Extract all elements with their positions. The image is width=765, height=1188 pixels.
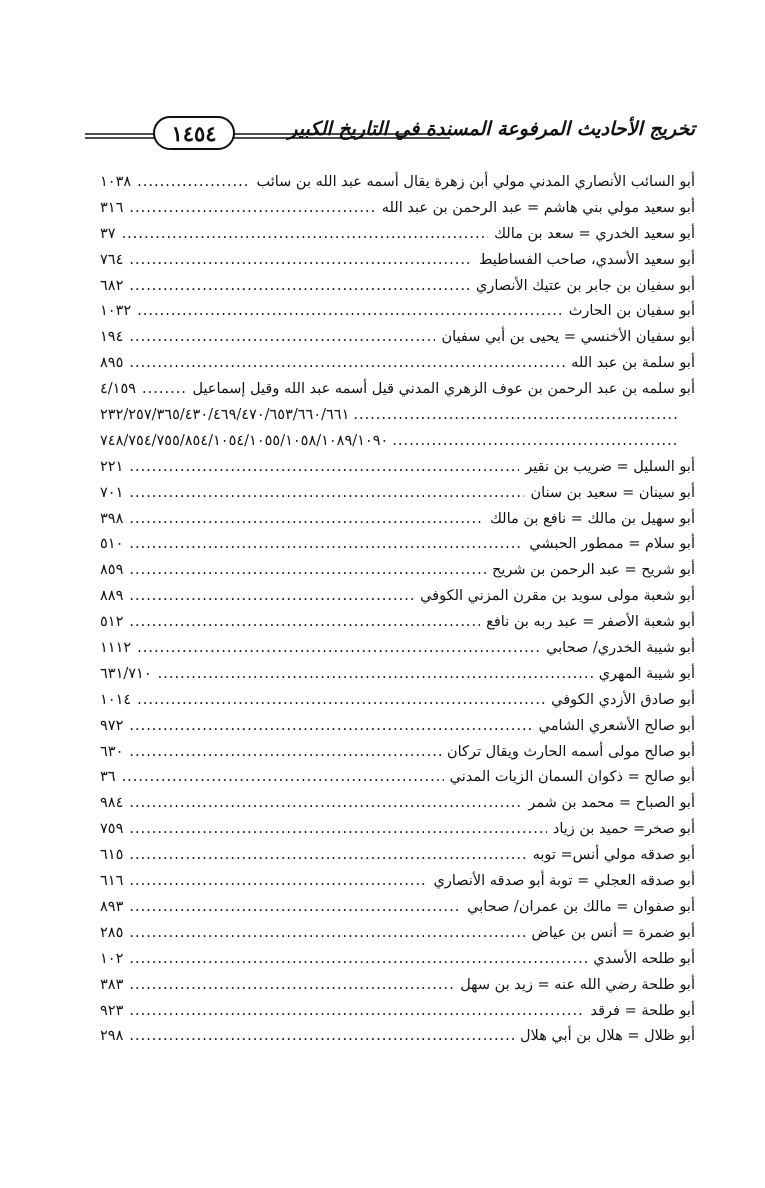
index-entry — [100, 921, 695, 947]
entry-name: أبو سفيان بن الحارث — [568, 303, 695, 320]
leader-dots — [129, 455, 519, 481]
leader-dots — [129, 610, 480, 636]
index-entry — [100, 455, 695, 481]
entry-page-refs: ٨٥٩ — [100, 562, 124, 579]
entry-name: أبو طلحة = فرقد — [590, 1002, 695, 1019]
index-entry — [100, 532, 695, 558]
entry-name: أبو ظلال = هلال بن أبي هلال — [520, 1028, 695, 1045]
page-header — [85, 112, 695, 158]
entry-name: أبو سعيد مولي بني هاشم = عبد الرحمن بن عبد الله — [381, 199, 695, 216]
leader-dots — [129, 921, 525, 947]
entry-page-refs: ٣١٦ — [100, 199, 124, 216]
entry-page-refs: ٤/١٥٩ — [100, 381, 137, 398]
entry-page-refs: ٣٨٣ — [100, 976, 124, 993]
entry-page-refs: ٢٩٨ — [100, 1028, 124, 1045]
leader-dots — [122, 765, 444, 791]
entry-page-refs: ١٠٣٨ — [100, 174, 132, 190]
entry-name: أبو سعيد الأسدي، صاحب الفساطيط — [479, 251, 695, 268]
index-entry — [100, 895, 695, 921]
entry-name: أبو الصباح = محمد بن شمر — [528, 795, 695, 812]
index-entry — [100, 481, 695, 507]
entry-page-refs: ٥١٠ — [100, 536, 124, 553]
entry-page-refs: ٩٨٤ — [100, 795, 124, 812]
leader-dots — [129, 895, 461, 921]
entry-name: أبو طلحة رضي الله عنه = زيد بن سهل — [460, 976, 695, 993]
index-entry — [100, 1024, 695, 1050]
index-entry — [100, 377, 695, 403]
entry-name: أبو طلحه الأسدي — [593, 950, 695, 967]
index-entry — [100, 714, 695, 740]
entry-name: أبو سينان = سعيد بن سنان — [530, 484, 695, 501]
leader-dots — [129, 481, 524, 507]
index-entries-list — [100, 170, 695, 1050]
entry-page-refs: ٧٠١ — [100, 484, 124, 501]
leader-dots — [129, 843, 526, 869]
index-entry — [100, 170, 695, 196]
leader-dots — [129, 196, 375, 222]
leader-dots — [158, 662, 593, 688]
entry-name: أبو صفوان = مالك بن عمران/ صحابي — [467, 898, 695, 915]
index-entry — [100, 507, 695, 533]
leader-dots — [137, 170, 250, 196]
leader-dots — [137, 688, 545, 714]
entry-name: أبو صالح الأشعري الشامي — [538, 717, 695, 734]
entry-name: أبو صالح = ذكوان السمان الزيات المدني — [449, 769, 695, 786]
leader-dots — [353, 403, 677, 429]
index-entry — [100, 843, 695, 869]
index-entry — [100, 248, 695, 274]
entry-name: أبو سلام = ممطور الحبشي — [529, 536, 695, 553]
entry-name: أبو صدقه مولي أنس= توبه — [532, 847, 695, 864]
index-entry — [100, 584, 695, 610]
entry-name: أبو سفيان الأخنسي = يحيى بن أبي سفيان — [441, 329, 695, 346]
entry-page-refs: ١٠٣٢ — [100, 303, 132, 320]
entry-name: أبو سعيد الخدري = سعد بن مالك — [494, 225, 695, 242]
entry-page-refs: ١٠٢ — [100, 950, 124, 967]
entry-page-refs: ٣٩٨ — [100, 510, 124, 527]
leader-dots — [129, 248, 473, 274]
index-entry — [100, 636, 695, 662]
entry-page-refs: ٨٩٣ — [100, 898, 124, 915]
page-number-badge — [153, 116, 235, 150]
entry-name: أبو السليل = ضريب بن نقير — [525, 458, 695, 475]
leader-dots — [129, 1024, 514, 1050]
leader-dots — [129, 973, 454, 999]
leader-dots — [137, 636, 540, 662]
index-entry — [100, 558, 695, 584]
entry-page-refs: ١٠١٤ — [100, 691, 132, 708]
index-entry — [100, 688, 695, 714]
entry-page-refs: ٦١٥ — [100, 847, 124, 864]
entry-page-refs: ٢٣٢/٢٥٧/٣٦٥/٤٣٠/٤٦٩/٤٧٠/٦٥٣/٦٦٠/٦٦١ — [100, 407, 350, 424]
entry-page-refs: ١٩٤ — [100, 329, 124, 346]
entry-name: أبو صدقه العجلي = توبة أبو صدقه الأنصاري — [433, 873, 695, 890]
entry-name: أبو السائب الأنصاري المدني مولي أبن زهرة يقال أسمه عبد الله بن سائب — [256, 174, 695, 190]
index-entry — [100, 325, 695, 351]
entry-name: أبو شعبة مولى سويد بن مقرن المزني الكوفي — [420, 588, 695, 605]
entry-page-refs: ٦٣١/٧١٠ — [100, 665, 152, 682]
entry-name: أبو ضمرة = أنس بن عياض — [531, 924, 695, 941]
leader-dots — [129, 507, 484, 533]
leader-dots — [129, 532, 523, 558]
entry-page-refs: ٦١٦ — [100, 873, 124, 890]
index-entry — [100, 196, 695, 222]
entry-page-refs: ٣٦ — [100, 769, 116, 786]
entry-page-refs: ٢٨٥ — [100, 924, 124, 941]
index-entry-continuation — [100, 429, 695, 455]
leader-dots — [392, 429, 677, 455]
entry-page-refs: ٧٦٤ — [100, 251, 124, 268]
index-entry — [100, 791, 695, 817]
entry-page-refs: ٩٧٢ — [100, 717, 124, 734]
leader-dots — [129, 740, 441, 766]
entry-name: أبو شيبة الخدري/ صحابي — [546, 640, 695, 657]
entry-page-refs: ٨٨٩ — [100, 588, 124, 605]
leader-dots — [129, 558, 486, 584]
leader-dots — [129, 947, 587, 973]
entry-name: أبو صادق الأزدي الكوفي — [551, 691, 695, 708]
index-entry — [100, 817, 695, 843]
leader-dots — [129, 325, 435, 351]
entry-name: أبو شيبة المهري — [598, 665, 695, 682]
leader-dots — [142, 377, 186, 403]
entry-page-refs: ٨٩٥ — [100, 355, 124, 372]
entry-name: أبو سهيل بن مالك = نافع بن مالك — [489, 510, 695, 527]
entry-name: أبو سلمه بن عبد الرحمن بن عوف الزهري المدني قيل أسمه عبد الله وقيل إسماعيل — [192, 381, 695, 398]
entry-page-refs: ٢٢١ — [100, 458, 124, 475]
entry-name: أبو صالح مولى أسمه الحارث ويقال تركان — [446, 743, 695, 760]
leader-dots — [137, 299, 563, 325]
entry-page-refs: ٣٧ — [100, 225, 116, 242]
entry-name: أبو شعبة الأصفر = عبد ربه بن نافع — [486, 614, 695, 631]
entry-name: أبو صخر= حميد بن زياد — [552, 821, 695, 838]
index-entry — [100, 740, 695, 766]
entry-page-refs: ٦٨٢ — [100, 277, 124, 294]
entry-page-refs: ٦٣٠ — [100, 743, 124, 760]
leader-dots — [129, 869, 427, 895]
index-entry — [100, 947, 695, 973]
leader-dots — [129, 714, 532, 740]
entry-name: أبو سفيان بن جابر بن عتيك الأنصاري — [475, 277, 695, 294]
entry-page-refs: ٧٤٨/٧٥٤/٧٥٥/٨٥٤/١٠٥٤/١٠٥٥/١٠٥٨/١٠٨٩/١٠٩٠ — [100, 432, 389, 449]
leader-dots — [129, 274, 470, 300]
entry-page-refs: ٥١٢ — [100, 614, 124, 631]
entry-page-refs: ١١١٢ — [100, 640, 132, 657]
index-entry — [100, 765, 695, 791]
leader-dots — [129, 791, 522, 817]
index-entry — [100, 869, 695, 895]
leader-dots — [129, 351, 565, 377]
running-title: تخريج الأحاديث المرفوعة المسندة في التاريخ الكبير — [288, 118, 695, 140]
index-entry — [100, 222, 695, 248]
index-entry-continuation — [100, 403, 695, 429]
page-number: ١٤٥٤ — [171, 120, 217, 146]
index-entry — [100, 351, 695, 377]
leader-dots — [129, 999, 584, 1025]
index-entry — [100, 999, 695, 1025]
index-entry — [100, 662, 695, 688]
leader-dots — [122, 222, 489, 248]
entry-name: أبو شريح = عبد الرحمن بن شريح — [492, 562, 695, 579]
entry-page-refs: ٩٢٣ — [100, 1002, 124, 1019]
leader-dots — [129, 817, 546, 843]
index-entry — [100, 299, 695, 325]
index-entry — [100, 610, 695, 636]
leader-dots — [129, 584, 414, 610]
index-entry — [100, 973, 695, 999]
index-entry — [100, 274, 695, 300]
entry-name: أبو سلمة بن عبد الله — [571, 355, 695, 372]
entry-page-refs: ٧٥٩ — [100, 821, 124, 838]
